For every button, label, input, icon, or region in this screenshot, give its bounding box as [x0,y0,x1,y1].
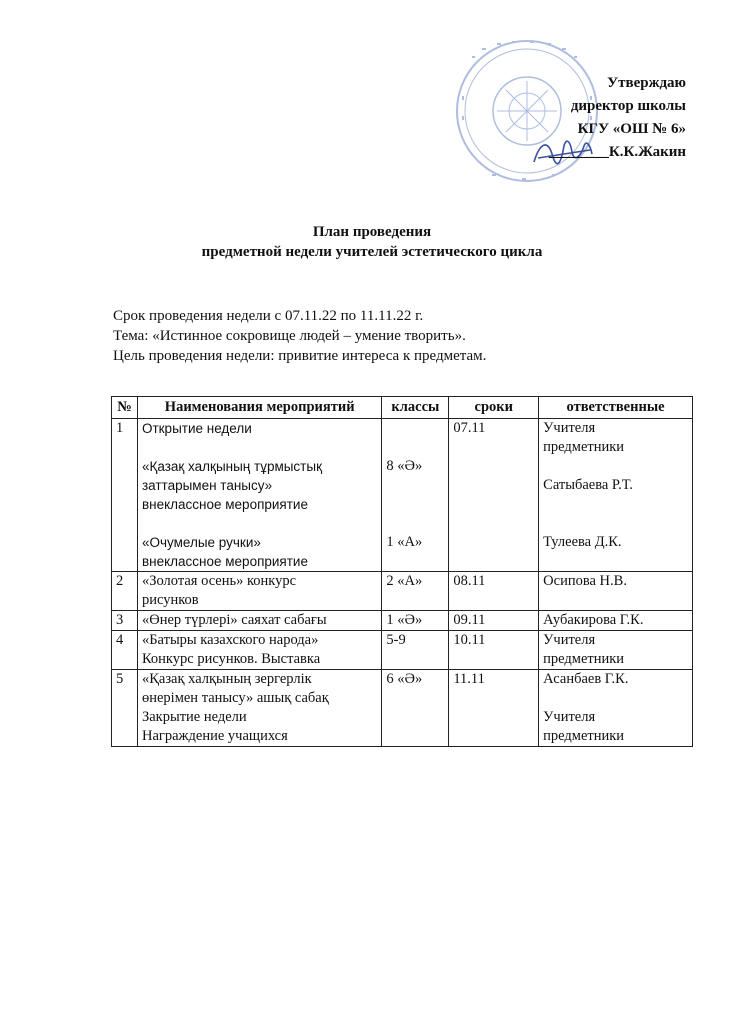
classes-cell [382,670,449,747]
table-header-row [112,397,693,419]
cell-line: 2 «А» [386,573,423,589]
column-header: ответственные [539,397,693,419]
cell-line: предметники [543,439,625,455]
cell-line [543,495,688,514]
title-line: предметной недели учителей эстетического цикла [201,244,543,260]
responsible-cell [539,631,693,670]
approval-block [549,72,686,164]
event-cell [137,419,381,572]
cell-line: Асанбаев Г.К. [543,671,629,687]
cell-line: 8 «Ә» [386,458,423,474]
classes-cell [382,572,449,611]
cell-line: Учителя [543,709,596,725]
responsible-cell [539,670,693,747]
approval-line: Утверждаю [607,75,686,91]
title-line: План проведения [312,224,432,240]
cell-line: «Өнер түрлері» саяхат сабағы [141,612,327,628]
week-info [113,306,486,366]
cell-line: «Очумелые ручки» [141,535,261,550]
cell-line [386,514,444,533]
cell-line: Аубакирова Г.К. [543,612,644,628]
cell-line [142,438,377,457]
cell-line: внеклассное мероприятие [141,497,308,512]
row-number: 5 [112,670,138,747]
cell-line: Награждение учащихся [141,728,288,744]
cell-line: өнерімен танысу» ашық сабақ [141,690,329,706]
date-cell: 09.11 [449,611,539,631]
column-header: классы [382,397,449,419]
week-goal: Цель проведения недели: привитие интереса к предметам. [113,348,487,364]
responsible-cell [539,611,693,631]
cell-line: Закрытие недели [141,709,247,725]
responsible-cell [539,572,693,611]
cell-line: внеклассное мероприятие [141,554,308,569]
cell-line [386,419,444,438]
date-cell: 11.11 [449,670,539,747]
event-cell [137,611,381,631]
cell-line: «Батыры казахского народа» [141,632,319,648]
cell-line: предметники [543,651,625,667]
cell-line: «Золотая осень» конкурс [141,573,297,589]
cell-line: 6 «Ә» [386,671,423,687]
cell-line: Учителя [543,420,596,436]
cell-line [543,457,688,476]
table-row [112,419,693,572]
events-table [111,396,693,747]
cell-line: 5-9 [386,632,406,648]
responsible-cell [539,419,693,572]
cell-line: Конкурс рисунков. Выставка [141,651,321,667]
cell-line: «Қазақ халқының зергерлік [141,671,312,687]
classes-cell [382,611,449,631]
row-number: 1 [112,419,138,572]
cell-line: Тулеева Д.К. [543,534,622,550]
cell-line: Открытие недели [141,421,252,436]
table-row [112,572,693,611]
approval-line: КГУ «ОШ № 6» [577,121,686,137]
cell-line: 1 «Ә» [386,612,423,628]
table-row [112,631,693,670]
cell-line: Осипова Н.В. [543,573,627,589]
cell-line: рисунков [141,592,199,608]
approval-line: директор школы [570,98,686,114]
date-cell: 07.11 [449,419,539,572]
event-cell [137,670,381,747]
cell-line [386,495,444,514]
week-period: Срок проведения недели с 07.11.22 по 11.11.22 г. [113,308,424,324]
cell-line: заттарымен танысу» [141,478,273,493]
cell-line [543,552,688,571]
date-cell: 08.11 [449,572,539,611]
cell-line [386,438,444,457]
column-header: № [112,397,138,419]
week-theme: Тема: «Истинное сокровище людей – умение творить». [113,328,466,344]
event-cell [137,631,381,670]
cell-line: Учителя [543,632,596,648]
date-cell: 10.11 [449,631,539,670]
cell-line [386,476,444,495]
cell-line: Сатыбаева Р.Т. [543,477,633,493]
cell-line [543,689,688,708]
row-number: 2 [112,572,138,611]
cell-line [543,514,688,533]
cell-line [386,552,444,571]
table-row [112,611,693,631]
approval-signature-line: ________К.К.Жакин [548,144,686,160]
classes-cell [382,631,449,670]
document-title [0,222,744,262]
column-header: сроки [449,397,539,419]
cell-line [142,514,377,533]
event-cell [137,572,381,611]
column-header: Наименования мероприятий [137,397,381,419]
table-row [112,670,693,747]
row-number: 3 [112,611,138,631]
cell-line: 1 «А» [386,534,423,550]
row-number: 4 [112,631,138,670]
classes-cell [382,419,449,572]
cell-line: «Қазақ халқының тұрмыстық [141,459,322,474]
cell-line: предметники [543,728,625,744]
